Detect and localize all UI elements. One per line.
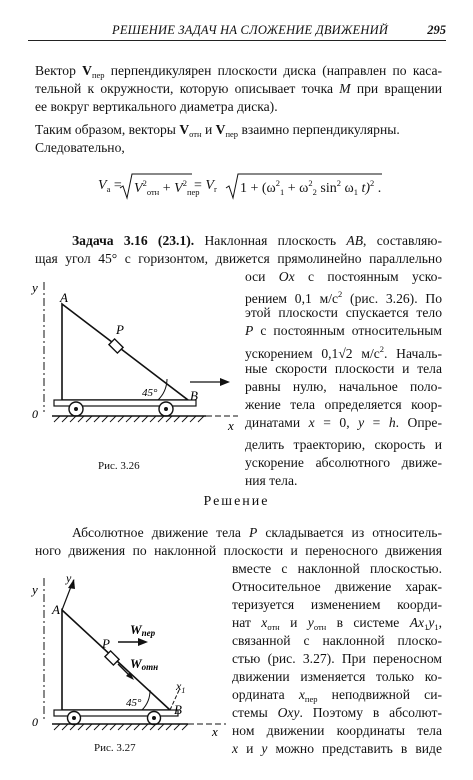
fig1-angle-label: 45° [142, 387, 158, 399]
fig2-wotn-label: Wотн [130, 656, 159, 672]
figure-3-26 [30, 278, 242, 448]
solution-heading: Решение [203, 494, 270, 509]
velocity-formula: $V_a$ = $V^2_{отн} + V^2_{пер}$ = $V_r$ $1 + (\omega^2_1 + \omega^2_2$ $\sin^2 \omega_1$ t)$^2$ . [96, 170, 416, 204]
fig1-ground-hatch [54, 416, 204, 422]
para3-r3: теризуется изменением коорди- [232, 597, 442, 612]
running-header [28, 22, 446, 41]
para3-r11: x и y можно представить в виде [232, 741, 442, 756]
fig2-caption: Рис. 3.27 [94, 742, 136, 754]
para3-r8: ордината $x_{пер}$ неподвижной си- [232, 687, 442, 704]
para3-r4: нат $x_{отн}$ и $y_{отн}$ в системе $Ax_1y_1$, [232, 615, 443, 632]
para3-r2: Относительное движение харак- [232, 579, 442, 594]
task-r6: ные скорости плоскости и тела [245, 361, 442, 376]
page-number: 295 [427, 23, 446, 37]
fig2-x1-label: $x_1$ [176, 679, 186, 695]
fig1-a-label: A [60, 290, 68, 305]
fig2-wper-label: Wпер [130, 622, 156, 638]
fig2-o-label: 0 [32, 715, 38, 729]
task-r12: ния тела. [245, 473, 298, 488]
fig1-incline [62, 304, 188, 400]
para3-r9: стемы Oxy. Поэтому в абсолют- [232, 705, 442, 720]
task-r3: этой плоскости спускается тело [245, 305, 442, 320]
task-r4: P с постоянным относительным [245, 323, 442, 338]
para2-line2: Следовательно, [35, 140, 125, 155]
para3-line1: Абсолютное движение тела P складывается из относитель- [72, 525, 442, 540]
task-r2: рением 0,1 $м/с^2$ (рис. 3.26). По [245, 289, 443, 306]
task-r1: оси Ox с постоянным уско- [245, 269, 443, 284]
para3-r6: стью (рис. 3.27). При переносном [232, 651, 442, 666]
para1-line2: тельной к окружности, которую описывает точка M при вращении [35, 81, 443, 96]
fig1-x-label: x [228, 418, 234, 433]
para3-r10: ном движении координаты тела [232, 723, 442, 738]
task-line2: щая угол 45° с горизонтом, движется прямолинейно параллельно [35, 251, 442, 266]
para3-r5: связанной с наклонной плоско- [232, 633, 442, 648]
task-r7: равны нулю, начальное поло- [245, 379, 442, 394]
fig1-caption: Рис. 3.26 [98, 460, 140, 472]
task-r11: ускорение абсолютного движе- [245, 455, 442, 470]
para2-line1: Таким образом, векторы $V_{отн}$ и $V_{пер}$ взаимно перпендикулярны. [35, 122, 400, 139]
fig2-p-label: P [102, 636, 110, 651]
fig1-p-label: P [116, 322, 124, 337]
fig1-b-label: B [190, 388, 198, 403]
fig1-o-label: 0 [32, 407, 38, 421]
para1-line3: ее вокруг вертикального диаметра диска). [35, 99, 278, 114]
para3-line2: ного движения по наклонной плоскости и переносного движения [35, 543, 442, 558]
task-r10: делить траекторию, скорость и [245, 437, 442, 452]
figure-3-27 [30, 572, 230, 740]
task-r5: ускорением 0,1√2 $м/с^2$. Началь- [245, 344, 442, 361]
fig2-y1-label: $y_1$ [66, 572, 76, 587]
task-r8: жение тела определяется коор- [245, 397, 442, 412]
fig2-angle-label: 45° [126, 697, 142, 709]
header-title: РЕШЕНИЕ ЗАДАЧ НА СЛОЖЕНИЕ ДВИЖЕНИЙ [112, 23, 389, 37]
fig2-y-label: y [32, 582, 38, 597]
para1-line1: Вектор $V_{пер}$ перпендикулярен плоскости диска (направлен по каса- [35, 63, 443, 80]
para3-r7: движении изменяется только ко- [232, 669, 442, 684]
task-r9: динатами x = 0, y = h. Опре- [245, 415, 442, 430]
fig2-x-label: x [212, 724, 218, 739]
fig1-y-label: y [32, 280, 38, 295]
fig2-b-label: B [174, 702, 182, 717]
para3-r1: вместе с наклонной плоскостью. [232, 561, 442, 576]
task-line1: Задача 3.16 (23.1). Наклонная плоскость AB, составляю- [72, 233, 442, 248]
fig2-a-label: A [52, 602, 60, 617]
